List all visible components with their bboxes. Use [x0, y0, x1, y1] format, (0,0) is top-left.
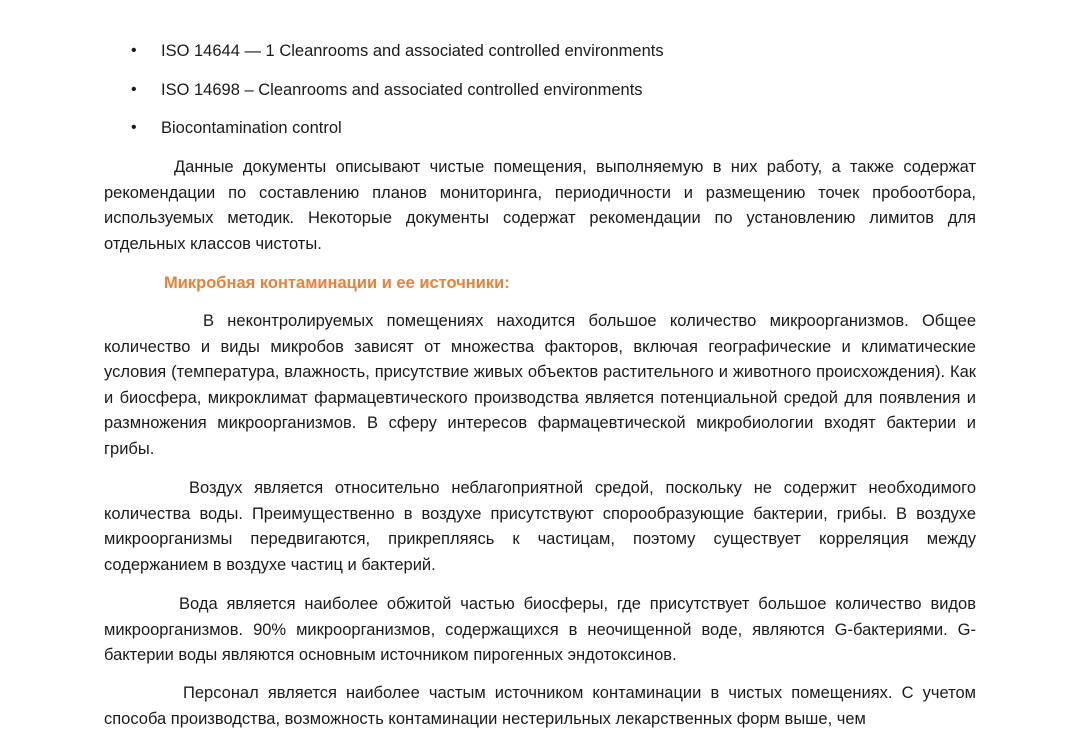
list-item-text: ISO 14644 — 1 Cleanrooms and associated controlled environments — [161, 42, 664, 60]
bullet-icon: • — [131, 80, 137, 98]
bullet-icon: • — [131, 42, 137, 59]
bullet-icon: • — [131, 119, 137, 136]
microbes-paragraph: В неконтролируемых помещениях находится большое количество микроорганизмов. Общее количество и виды микробов зависят от множества факторов, включая географические и климатические условия (температура, влажность, присутствие живых объектов растительного и животного происхождения). Как и биосфера, микроклимат фармацевтического производства является потенциальной средой для появления и размножения микроорганизмов. В сферу интересов фармацевтической микробиологии входят бактерии и грибы. — [104, 312, 976, 458]
list-item — [104, 115, 976, 154]
standards-list — [104, 38, 976, 154]
air-paragraph: Воздух является относительно неблагоприятной средой, поскольку не содержит необходимого количества воды. Преимущественно в воздухе присутствуют спорообразующие бактерии, грибы. В воздухе микроорганизмы передвигаются, прикрепляясь к частицам, поэтому существует корреляция между содержанием в воздухе частиц и бактерий. — [104, 479, 976, 574]
section-heading: Микробная контаминации и ее источники: — [164, 274, 510, 292]
list-item-text: Biocontamination control — [161, 119, 342, 137]
list-item — [104, 38, 976, 77]
personnel-paragraph: Персонал является наиболее частым источником контаминации в чистых помещениях. С учетом способа производства, возможность контаминации нестерильных лекарственных форм выше, чем — [104, 684, 976, 728]
water-paragraph: Вода является наиболее обжитой частью биосферы, где присутствует большое количество видов микроорганизмов. 90% микроорганизмов, содержащихся в неочищенной воде, являются G-бактериями. G-бактерии воды являются основным источником пирогенных эндотоксинов. — [104, 595, 976, 665]
list-item — [104, 77, 976, 116]
list-item-text: ISO 14698 – Cleanrooms and associated controlled environments — [161, 80, 643, 99]
intro-paragraph: Данные документы описывают чистые помещения, выполняемую в них работу, а также содержат рекомендации по составлению планов мониторинга, периодичности и размещению точек пробоотбора, используемых методик. Некоторые документы содержат рекомендации по установлению лимитов для отдельных классов чистоты. — [104, 158, 976, 253]
